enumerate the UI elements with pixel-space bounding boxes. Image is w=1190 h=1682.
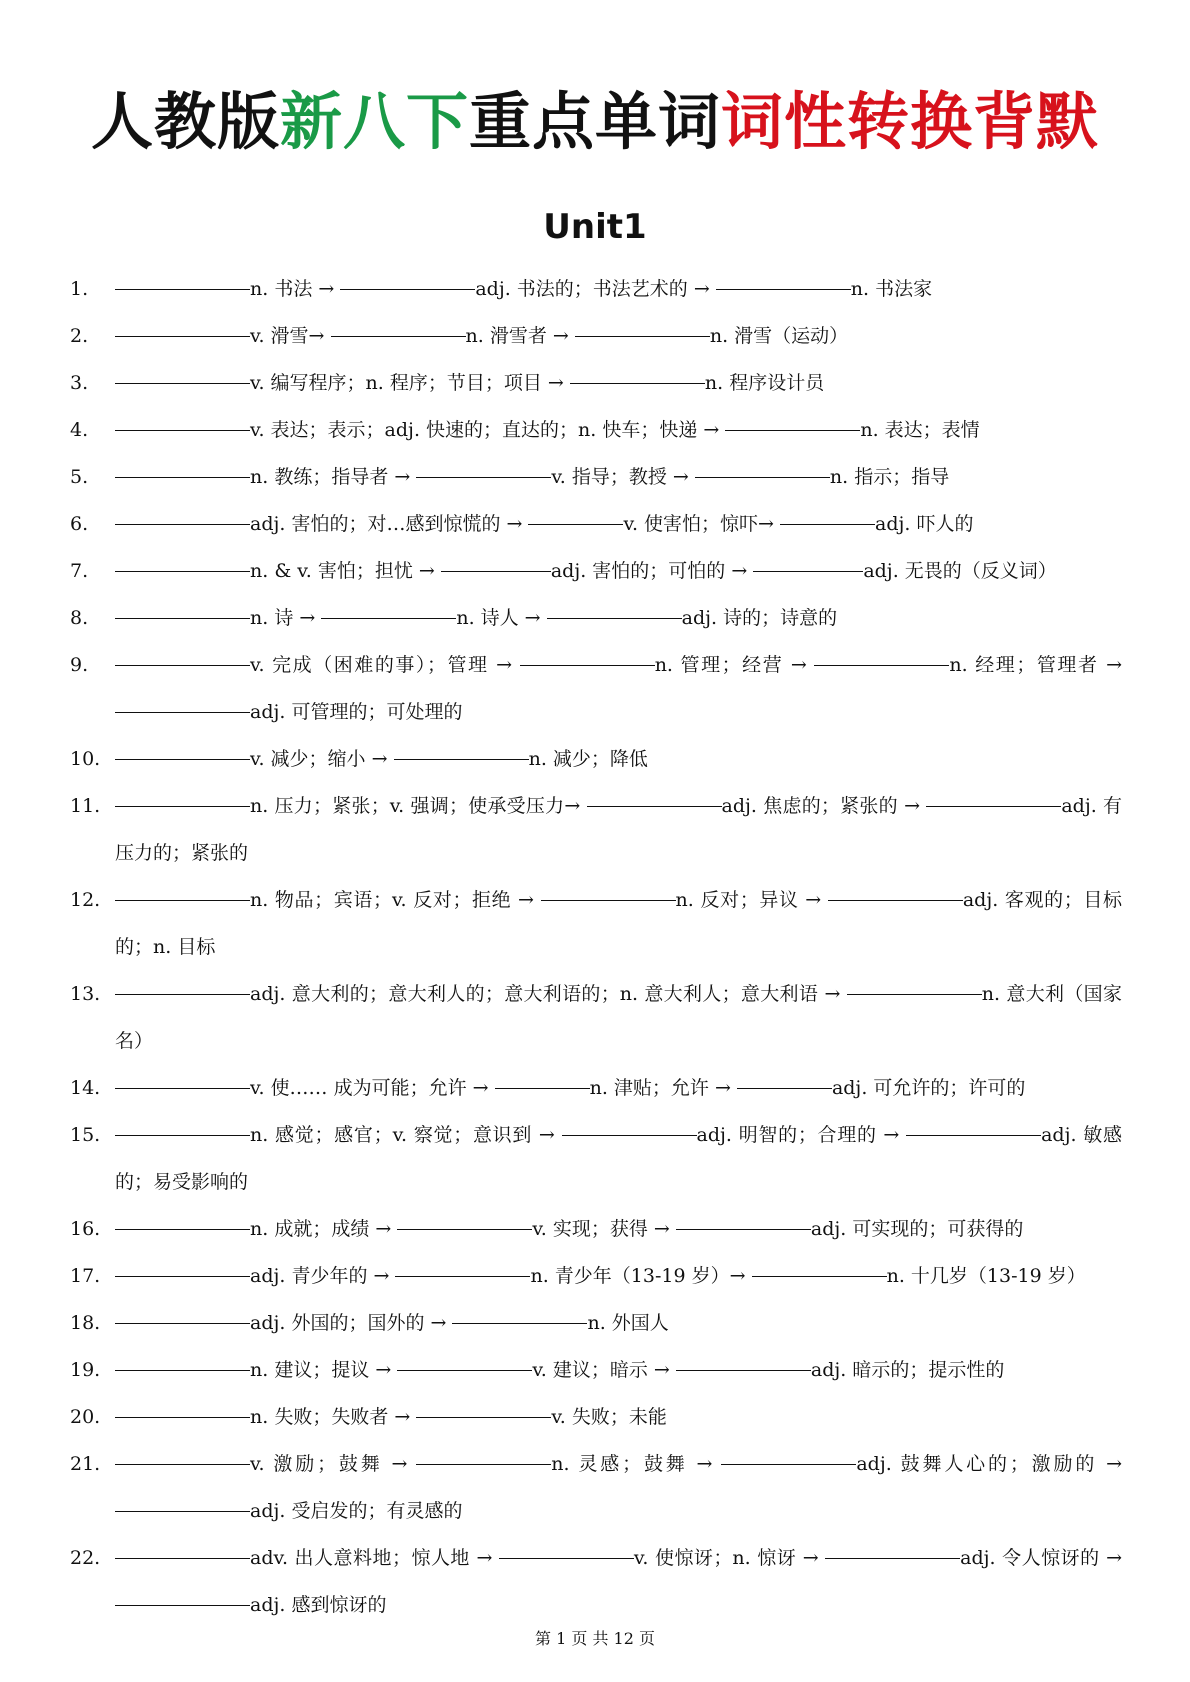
item-body: [115, 1394, 1122, 1441]
definition-text: adj. 焦虑的；紧张的 →: [721, 795, 921, 817]
definition-text: n. 表达；表情: [860, 419, 980, 441]
list-item: [70, 407, 1122, 454]
list-item: [70, 783, 1122, 877]
definition-text: adj. 可实现的；可获得的: [810, 1218, 1024, 1240]
definition-text: n. 十几岁（13-19 岁）: [886, 1265, 1086, 1287]
list-item: [70, 1347, 1122, 1394]
definition-text: adj. 令人惊讶的 →: [960, 1547, 1122, 1569]
answer-blank[interactable]: [562, 1134, 697, 1136]
item-body: [115, 360, 1122, 407]
item-body: [115, 595, 1122, 642]
definition-text: adv. 出人意料地；惊人地 →: [250, 1547, 493, 1569]
definition-text: adj. 外国的；国外的 →: [250, 1312, 447, 1334]
item-body: [115, 1535, 1122, 1629]
answer-blank[interactable]: [495, 1087, 590, 1089]
definition-text: v. 滑雪→: [250, 325, 325, 347]
definition-text: n. 书法家: [850, 278, 933, 300]
answer-blank[interactable]: [397, 1369, 532, 1371]
answer-blank[interactable]: [416, 476, 551, 478]
answer-blank[interactable]: [395, 1275, 530, 1277]
answer-blank[interactable]: [575, 335, 710, 337]
definition-text: adj. 意大利的；意大利人的；意大利语的；n. 意大利人；意大利语 →: [250, 983, 841, 1005]
item-number: 15.: [70, 1124, 101, 1146]
definition-text: n. 诗 →: [250, 607, 316, 629]
item-number: 17.: [70, 1265, 101, 1287]
item-number: 6.: [70, 513, 89, 535]
list-item: [70, 1441, 1122, 1535]
item-body: [115, 501, 1122, 548]
definition-text: v. 建议；暗示 →: [532, 1359, 670, 1381]
list-item: [70, 1394, 1122, 1441]
answer-blank[interactable]: [906, 1134, 1041, 1136]
definition-text: adj. 书法的；书法艺术的 →: [475, 278, 710, 300]
item-body: [115, 783, 1122, 877]
answer-blank[interactable]: [115, 1604, 250, 1606]
answer-blank[interactable]: [847, 993, 982, 995]
title-part-3: 重点单词: [469, 85, 722, 158]
answer-blank[interactable]: [115, 523, 250, 525]
item-body: [115, 313, 1122, 360]
answer-blank[interactable]: [752, 1275, 887, 1277]
definition-text: v. 使害怕；惊吓→: [623, 513, 774, 535]
definition-text: n. 物品；宾语；v. 反对；拒绝 →: [250, 889, 534, 911]
answer-blank[interactable]: [394, 758, 529, 760]
answer-blank[interactable]: [115, 335, 250, 337]
answer-blank[interactable]: [441, 570, 551, 572]
item-body: [115, 1112, 1122, 1206]
definition-text: v. 使…… 成为可能；允许 →: [250, 1077, 489, 1099]
definition-text: n. 减少；降低: [528, 748, 648, 770]
answer-blank[interactable]: [115, 570, 250, 572]
item-number: 5.: [70, 466, 89, 488]
definition-text: n. 青少年（13-19 岁）→: [530, 1265, 746, 1287]
list-item: [70, 266, 1122, 313]
item-number: 10.: [70, 748, 101, 770]
answer-blank[interactable]: [115, 476, 250, 478]
definition-text: n. 诗人 →: [456, 607, 541, 629]
list-item: [70, 736, 1122, 783]
answer-blank[interactable]: [340, 288, 475, 290]
definition-text: adj. 害怕的；对…感到惊慌的 →: [250, 513, 523, 535]
answer-blank[interactable]: [115, 1228, 250, 1230]
definition-text: n. 感觉；感官；v. 察觉；意识到 →: [250, 1124, 555, 1146]
answer-blank[interactable]: [115, 664, 250, 666]
list-item: [70, 548, 1122, 595]
definition-text: v. 减少；缩小 →: [250, 748, 388, 770]
definition-text: n. 津贴；允许 →: [589, 1077, 731, 1099]
definition-text: adj. 客观的；目标的；n. 目标: [115, 889, 1122, 958]
item-body: [115, 1441, 1122, 1535]
list-item: [70, 971, 1122, 1065]
answer-blank[interactable]: [499, 1557, 634, 1559]
definition-text: adj. 受启发的；有灵感的: [250, 1500, 463, 1522]
definition-text: adj. 鼓舞人心的；激励的 →: [856, 1453, 1123, 1475]
answer-blank[interactable]: [115, 1557, 250, 1559]
definition-text: v. 表达；表示；adj. 快速的；直达的；n. 快车；快递 →: [250, 419, 720, 441]
answer-blank[interactable]: [676, 1369, 811, 1371]
definition-text: adj. 可管理的；可处理的: [250, 701, 463, 723]
definition-text: v. 编写程序；n. 程序；节目；项目 →: [250, 372, 564, 394]
answer-blank[interactable]: [753, 570, 863, 572]
answer-blank[interactable]: [828, 899, 963, 901]
answer-blank[interactable]: [115, 758, 250, 760]
answer-blank[interactable]: [570, 382, 705, 384]
item-body: [115, 407, 1122, 454]
definition-text: n. 书法 →: [250, 278, 335, 300]
definition-text: n. 外国人: [587, 1312, 669, 1334]
item-number: 22.: [70, 1547, 101, 1569]
list-item: [70, 877, 1122, 971]
answer-blank[interactable]: [416, 1463, 551, 1465]
answer-blank[interactable]: [528, 523, 623, 525]
answer-blank[interactable]: [541, 899, 676, 901]
answer-blank[interactable]: [115, 1463, 250, 1465]
item-number: 13.: [70, 983, 101, 1005]
item-body: [115, 454, 1122, 501]
list-item: [70, 501, 1122, 548]
answer-blank[interactable]: [721, 1463, 856, 1465]
answer-blank[interactable]: [716, 288, 851, 290]
definition-text: n. 程序设计员: [704, 372, 825, 394]
answer-blank[interactable]: [321, 617, 456, 619]
list-item: [70, 1253, 1122, 1300]
definition-text: adj. 害怕的；可怕的 →: [550, 560, 748, 582]
item-body: [115, 1347, 1122, 1394]
item-number: 18.: [70, 1312, 101, 1334]
item-number: 8.: [70, 607, 89, 629]
item-body: [115, 1206, 1122, 1253]
answer-blank[interactable]: [115, 1275, 250, 1277]
definition-text: adj. 明智的；合理的 →: [696, 1124, 900, 1146]
answer-blank[interactable]: [115, 805, 250, 807]
answer-blank[interactable]: [780, 523, 875, 525]
item-number: 20.: [70, 1406, 101, 1428]
item-number: 1.: [70, 278, 89, 300]
item-body: [115, 548, 1122, 595]
definition-text: adj. 青少年的 →: [250, 1265, 390, 1287]
list-item: [70, 454, 1122, 501]
answer-blank[interactable]: [115, 1087, 250, 1089]
item-body: [115, 266, 1122, 313]
definition-text: v. 使惊讶；n. 惊讶 →: [633, 1547, 819, 1569]
page-footer: 第 1 页 共 12 页: [535, 1629, 655, 1648]
definition-text: n. 指示；指导: [829, 466, 950, 488]
list-item: [70, 595, 1122, 642]
item-number: 19.: [70, 1359, 101, 1381]
answer-blank[interactable]: [452, 1322, 587, 1324]
definition-text: adj. 敏感的；易受影响的: [115, 1124, 1122, 1193]
definition-text: n. 灵感；鼓舞 →: [551, 1453, 713, 1475]
definition-text: n. 压力；紧张；v. 强调；使承受压力→: [250, 795, 581, 817]
answer-blank[interactable]: [926, 805, 1061, 807]
item-number: 3.: [70, 372, 89, 394]
answer-blank[interactable]: [814, 664, 949, 666]
answer-blank[interactable]: [115, 1416, 250, 1418]
definition-text: n. 滑雪（运动）: [709, 325, 849, 347]
answer-blank[interactable]: [397, 1228, 532, 1230]
unit-heading: Unit1: [543, 207, 647, 247]
answer-blank[interactable]: [115, 288, 250, 290]
item-number: 7.: [70, 560, 89, 582]
list-item: [70, 313, 1122, 360]
list-item: [70, 1300, 1122, 1347]
answer-blank[interactable]: [115, 1510, 250, 1512]
list-item: [70, 1535, 1122, 1629]
item-number: 14.: [70, 1077, 101, 1099]
definition-text: adj. 吓人的: [875, 513, 974, 535]
item-body: [115, 642, 1122, 736]
word-list: [70, 266, 1122, 1629]
definition-text: n. 成就；成绩 →: [250, 1218, 392, 1240]
page-title: [0, 86, 1190, 157]
item-body: [115, 971, 1122, 1065]
answer-blank[interactable]: [547, 617, 682, 619]
definition-text: adj. 诗的；诗意的: [681, 607, 838, 629]
definition-text: n. 意大利（国家名）: [115, 983, 1122, 1052]
item-number: 2.: [70, 325, 89, 347]
definition-text: adj. 有压力的；紧张的: [115, 795, 1123, 864]
definition-text: v. 完成（困难的事）；管理 →: [250, 654, 513, 676]
item-number: 16.: [70, 1218, 101, 1240]
definition-text: adj. 感到惊讶的: [250, 1594, 387, 1616]
answer-blank[interactable]: [825, 1557, 960, 1559]
answer-blank[interactable]: [115, 711, 250, 713]
answer-blank[interactable]: [115, 617, 250, 619]
answer-blank[interactable]: [695, 476, 830, 478]
definition-text: n. 反对；异议 →: [675, 889, 822, 911]
definition-text: n. 经理；管理者 →: [949, 654, 1123, 676]
answer-blank[interactable]: [416, 1416, 551, 1418]
title-part-2: 新八下: [279, 85, 469, 158]
definition-text: n. 教练；指导者 →: [250, 466, 411, 488]
answer-blank[interactable]: [331, 335, 466, 337]
answer-blank[interactable]: [115, 899, 250, 901]
answer-blank[interactable]: [725, 429, 860, 431]
definition-text: v. 指导；教授 →: [551, 466, 689, 488]
definition-text: v. 失败；未能: [551, 1406, 667, 1428]
list-item: [70, 1206, 1122, 1253]
definition-text: n. 建议；提议 →: [250, 1359, 392, 1381]
answer-blank[interactable]: [115, 1369, 250, 1371]
definition-text: n. 管理；经营 →: [654, 654, 807, 676]
answer-blank[interactable]: [115, 1322, 250, 1324]
definition-text: adj. 暗示的；提示性的: [810, 1359, 1005, 1381]
definition-text: n. 失败；失败者 →: [250, 1406, 411, 1428]
item-number: 4.: [70, 419, 89, 441]
item-body: [115, 1253, 1122, 1300]
item-body: [115, 877, 1122, 971]
definition-text: adj. 可允许的；许可的: [831, 1077, 1026, 1099]
title-part-1: 人教版: [90, 85, 280, 158]
title-part-4: 词性转换背默: [721, 85, 1100, 158]
answer-blank[interactable]: [587, 805, 722, 807]
answer-blank[interactable]: [737, 1087, 832, 1089]
list-item: [70, 360, 1122, 407]
answer-blank[interactable]: [676, 1228, 811, 1230]
definition-text: v. 激励；鼓舞 →: [250, 1453, 408, 1475]
answer-blank[interactable]: [115, 382, 250, 384]
definition-text: n. & v. 害怕；担忧 →: [250, 560, 435, 582]
list-item: [70, 642, 1122, 736]
item-number: 9.: [70, 654, 89, 676]
item-number: 21.: [70, 1453, 101, 1475]
definition-text: adj. 无畏的（反义词）: [863, 560, 1057, 582]
item-body: [115, 1065, 1122, 1112]
answer-blank[interactable]: [115, 1134, 250, 1136]
definition-text: v. 实现；获得 →: [532, 1218, 670, 1240]
answer-blank[interactable]: [520, 664, 655, 666]
item-body: [115, 1300, 1122, 1347]
definition-text: n. 滑雪者 →: [465, 325, 569, 347]
list-item: [70, 1112, 1122, 1206]
item-number: 12.: [70, 889, 101, 911]
item-number: 11.: [70, 795, 101, 817]
answer-blank[interactable]: [115, 993, 250, 995]
list-item: [70, 1065, 1122, 1112]
item-body: [115, 736, 1122, 783]
answer-blank[interactable]: [115, 429, 250, 431]
